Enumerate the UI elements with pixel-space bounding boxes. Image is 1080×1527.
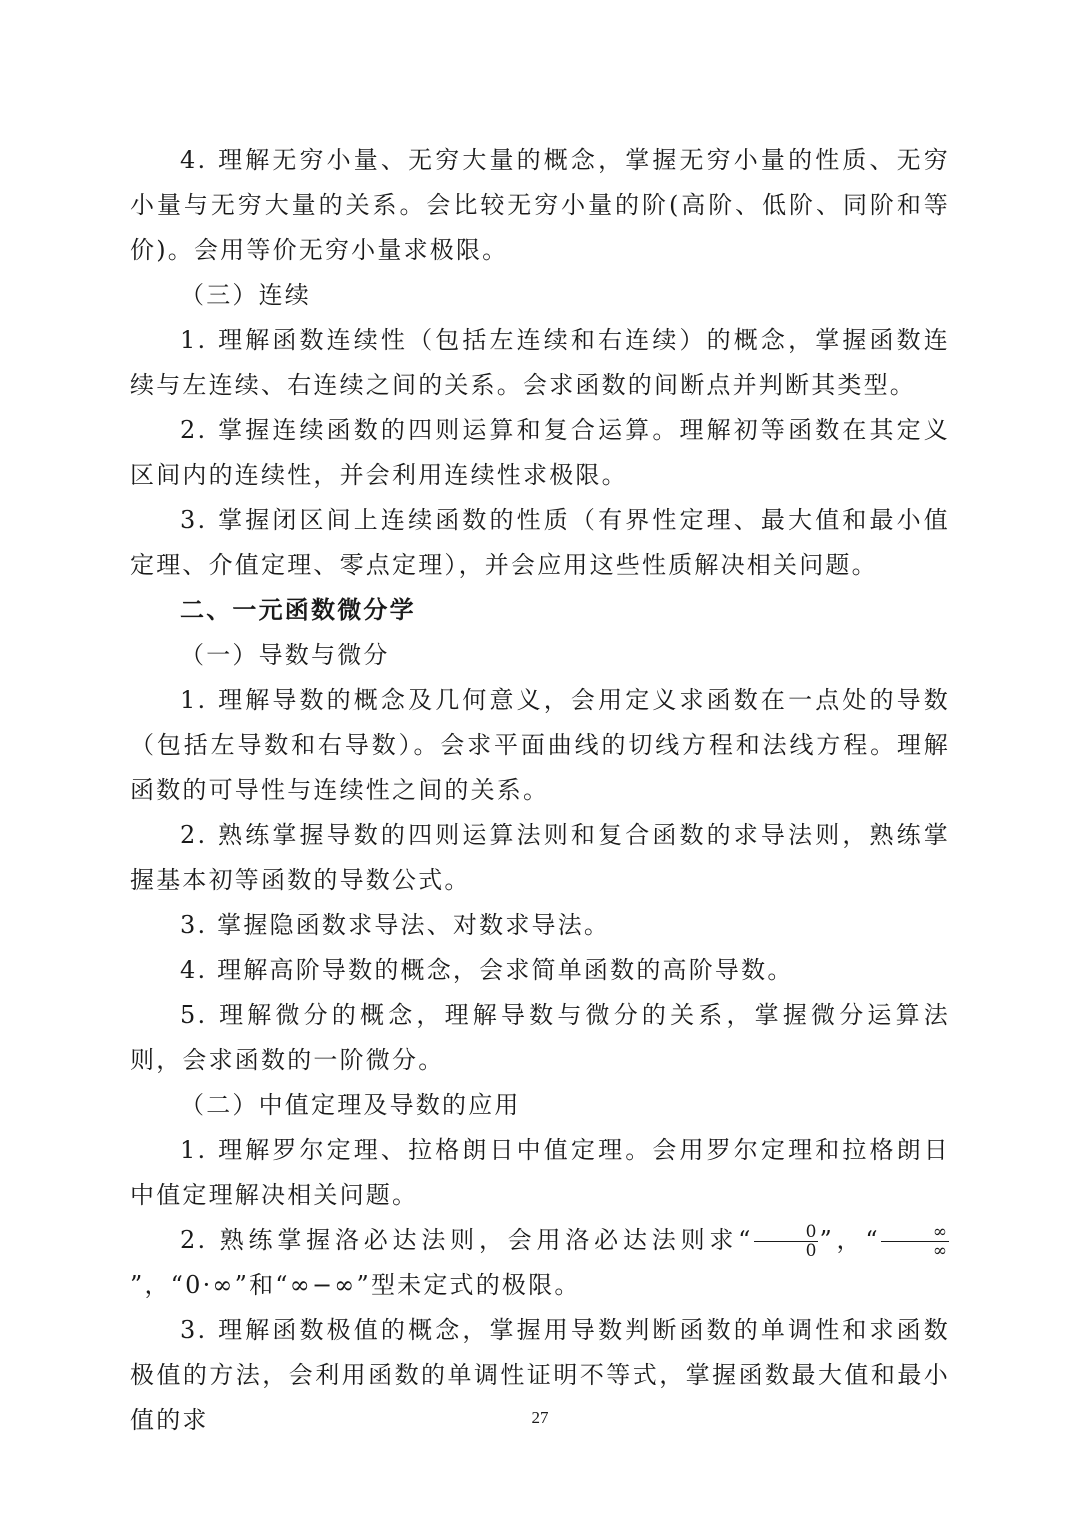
paragraph-derivative-5: 5. 理解微分的概念，理解导数与微分的关系，掌握微分运算法则，会求函数的一阶微分。 [130,1001,950,1074]
paragraph-derivative-1: 1. 理解导数的概念及几何意义，会用定义求函数在一点处的导数（包括左导数和右导数）。会求平面曲线的切线方程和法线方程。理解函数的可导性与连续性之间的关系。 [130,686,950,804]
fraction-denominator: 0 [805,1241,817,1261]
paragraph-continuity-2: 2. 掌握连续函数的四则运算和复合运算。理解初等函数在其定义区间内的连续性，并会利用连续性求极限。 [130,416,950,489]
lhopital-text-mid1: ”，“ [819,1226,880,1254]
subsection-continuity: （三）连续 [180,281,311,309]
paragraph-extremum: 3. 理解函数极值的概念，掌握用导数判断函数的单调性和求函数极值的方法，会利用函数的单调性证明不等式，掌握函数最大值和最小值的求 [130,1316,950,1434]
page-number: 27 [531,1408,549,1427]
fraction-inf-over-inf [881,1223,949,1260]
fraction-denominator: ∞ [932,1241,948,1261]
paragraph-continuity-1: 1. 理解函数连续性（包括左连续和右连续）的概念，掌握函数连续与左连续、右连续之间的关系。会求函数的间断点并判断其类型。 [130,326,950,399]
paragraph-infinitesimal: 4. 理解无穷小量、无穷大量的概念，掌握无穷小量的性质、无穷小量与无穷大量的关系。会比较无穷小量的阶(高阶、低阶、同阶和等价)。会用等价无穷小量求极限。 [130,146,950,264]
paragraph-derivative-3: 3. 掌握隐函数求导法、对数求导法。 [180,911,611,939]
lhopital-text-mid2: ”，“0·∞”和“∞−∞” [130,1271,371,1299]
fraction-numerator: ∞ [881,1223,949,1242]
paragraph-derivative-2: 2. 熟练掌握导数的四则运算法则和复合函数的求导法则，熟练掌握基本初等函数的导数公式。 [130,821,950,894]
paragraph-derivative-4: 4. 理解高阶导数的概念，会求简单函数的高阶导数。 [180,956,794,984]
lhopital-text-pre: 2. 熟练掌握洛必达法则，会用洛必达法则求“ [180,1226,753,1254]
subsection-derivative: （一）导数与微分 [180,641,390,669]
paragraph-mean-value-1: 1. 理解罗尔定理、拉格朗日中值定理。会用罗尔定理和拉格朗日中值定理解决相关问题。 [130,1136,950,1209]
document-body [130,138,950,1443]
paragraph-continuity-3: 3. 掌握闭区间上连续函数的性质（有界性定理、最大值和最小值定理、介值定理、零点定理），并会应用这些性质解决相关问题。 [130,506,950,579]
fraction-numerator: 0 [754,1223,819,1242]
fraction-zero-over-zero [754,1223,819,1260]
paragraph-lhopital [130,1218,950,1308]
lhopital-text-post: 型未定式的极限。 [370,1271,581,1299]
subsection-mean-value: （二）中值定理及导数的应用 [180,1091,521,1119]
section-heading-differential: 二、一元函数微分学 [180,596,416,624]
